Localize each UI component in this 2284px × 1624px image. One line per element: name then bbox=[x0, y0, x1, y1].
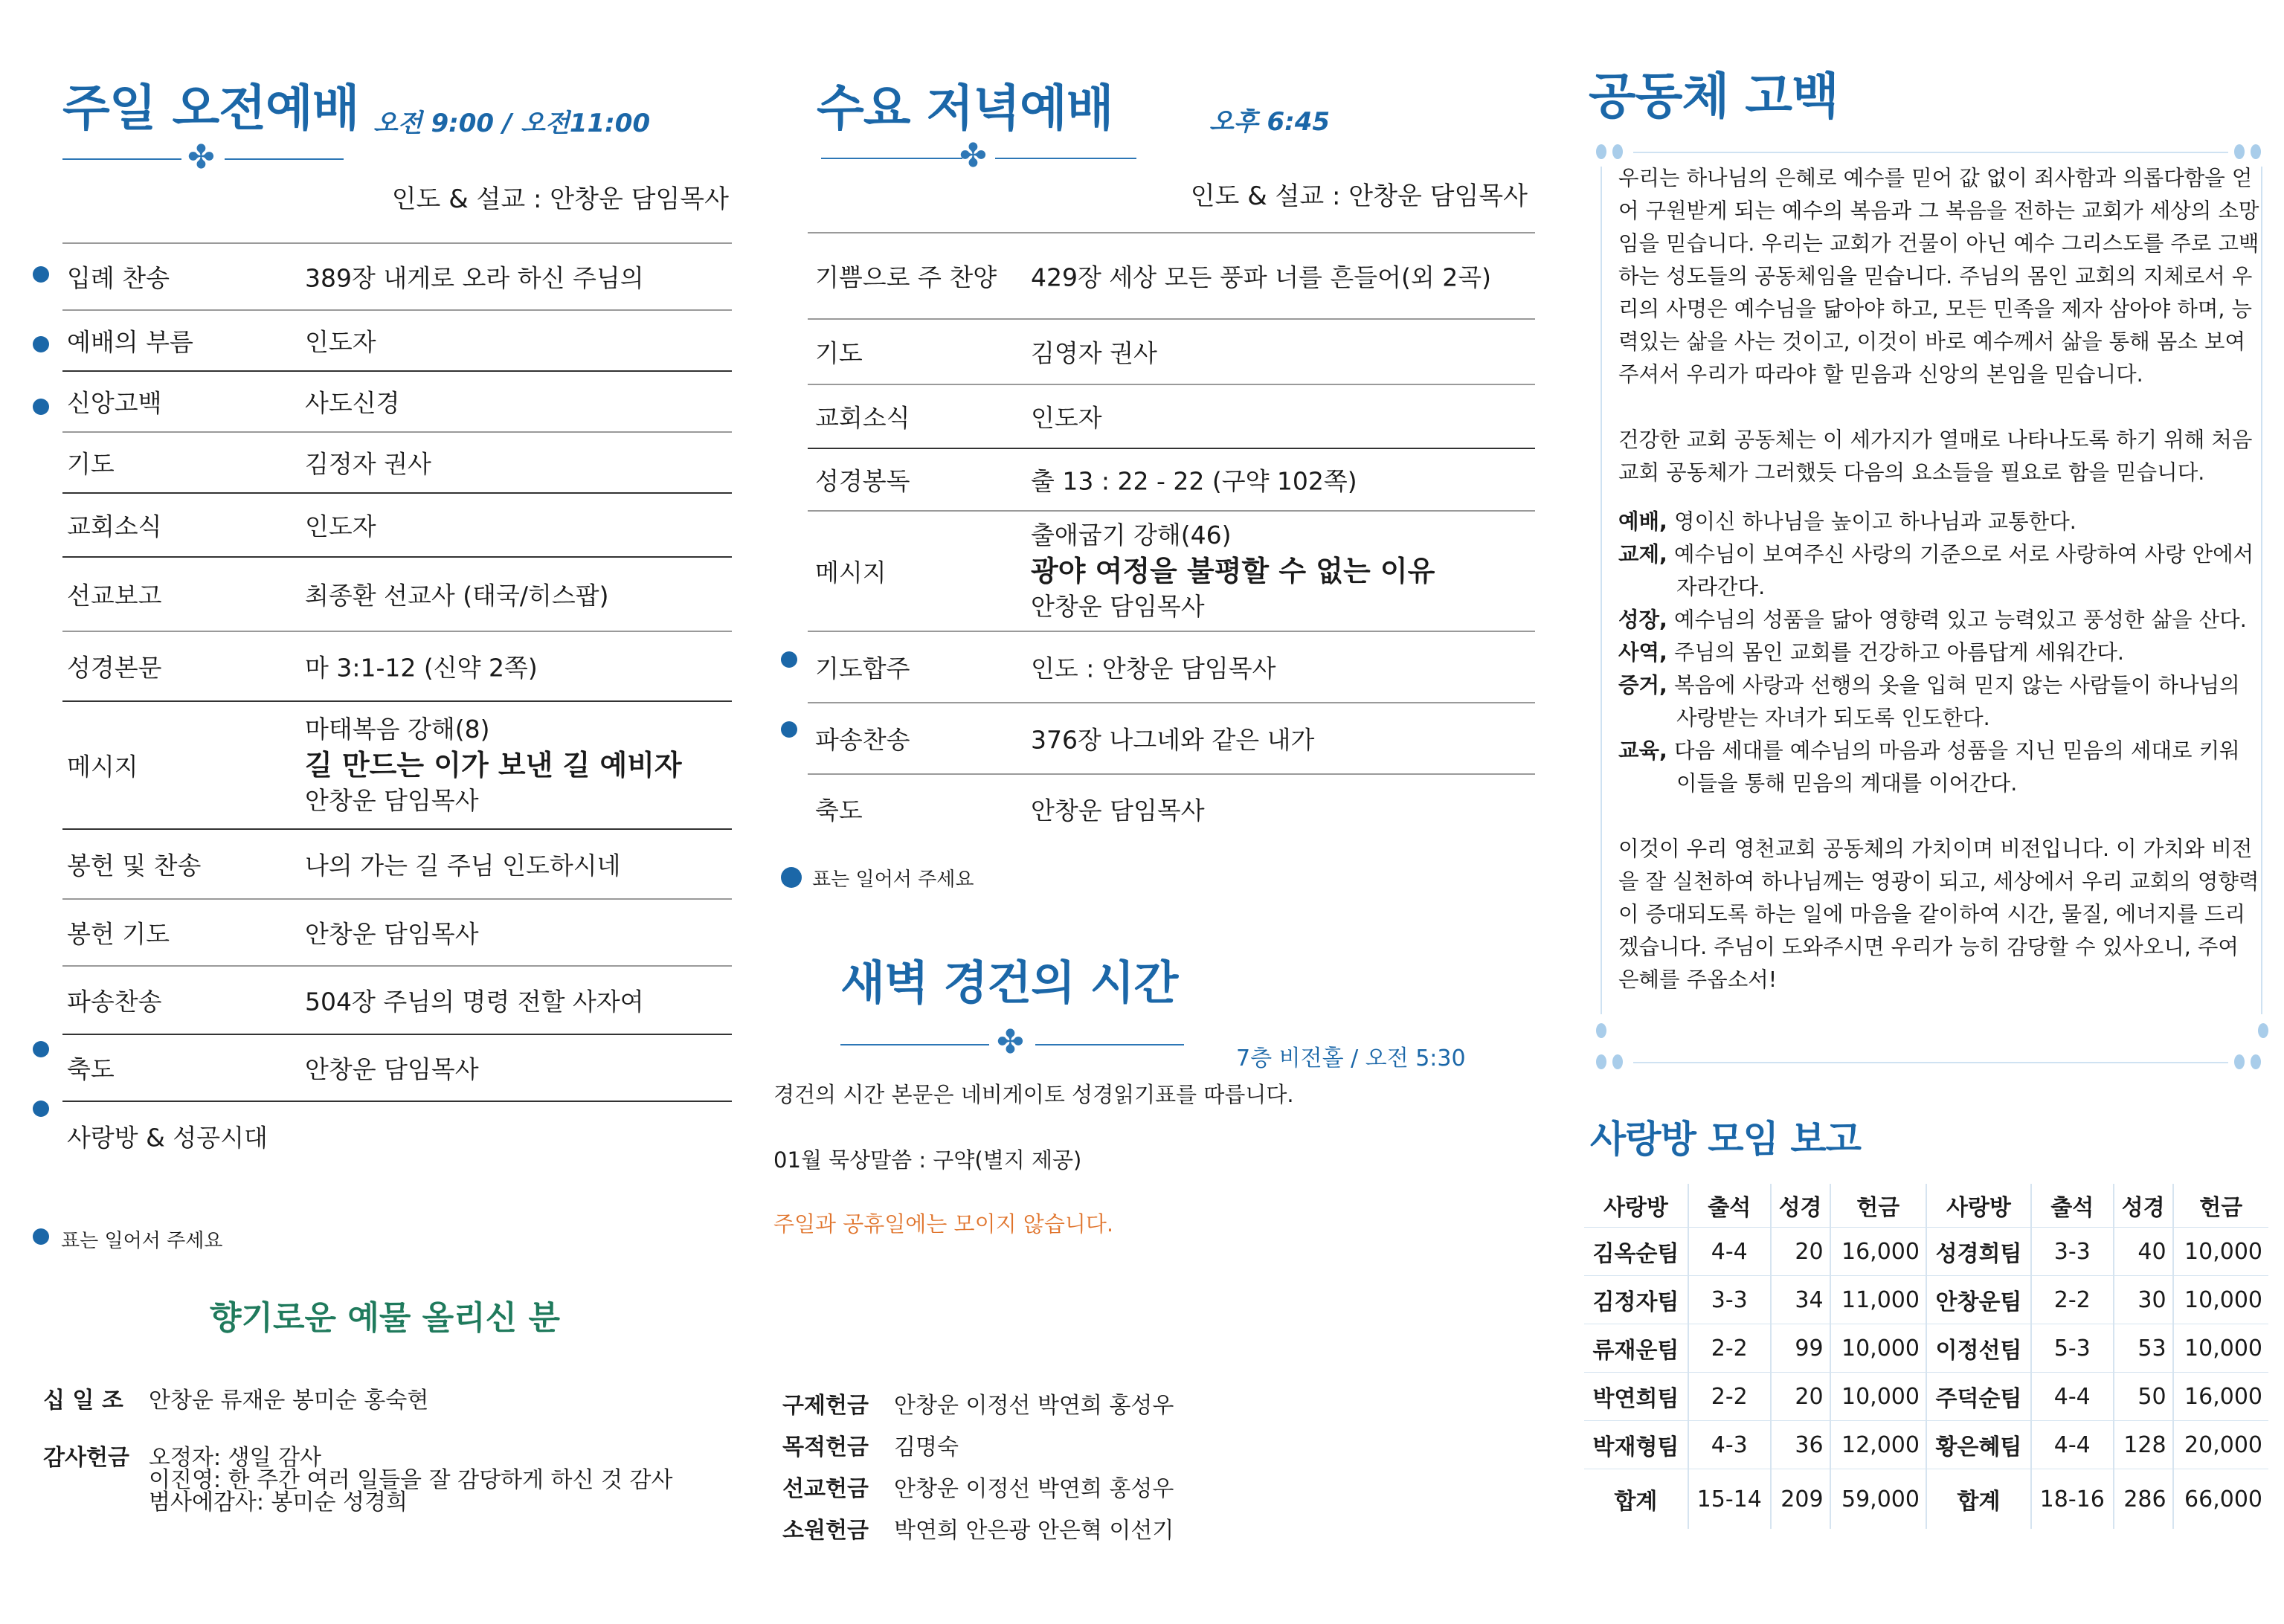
stand-dot-legend bbox=[33, 1228, 49, 1245]
order-row: 예배의 부름 인도자 bbox=[62, 309, 732, 370]
table-row: 김옥순팀 4-4 20 16,000 성경희팀 3-3 40 10,000 bbox=[1584, 1228, 2268, 1276]
order-row: 교회소식 인도자 bbox=[62, 492, 732, 556]
table-row: 박연희팀 2-2 20 10,000 주덕순팀 4-4 50 16,000 bbox=[1584, 1373, 2268, 1421]
offering-row: 선교헌금 안창운 이정선 박연희 홍성우 bbox=[782, 1476, 1174, 1502]
order-row: 축도 안창운 담임목사 bbox=[62, 1034, 732, 1101]
order-row: 기도 김정자 권사 bbox=[62, 431, 732, 492]
sunday-leader: 인도 & 설교 : 안창운 담임목사 bbox=[391, 184, 729, 214]
order-row: 사랑방 & 성공시대 bbox=[62, 1101, 732, 1170]
confession-title: 공동체 고백 bbox=[1589, 68, 1839, 125]
stand-dot bbox=[33, 1041, 49, 1057]
confession-p1: 우리는 하나님의 은혜로 예수를 믿어 값 없이 죄사함과 의롭다함을 얻어 구원받게 되는 예수의 복음과 그 복음을 전하는 교회가 세상의 소망임을 믿습니다. 우리는 교회가 건물이 아닌 예수 그리스도를 주로 고백하는 성도들의 공동체임을 믿습니다. 주님의 몸인 교회의 지체로서 우리의 사명은 예수님을 닮아야 하고, 모든 민족을 제자 삼아야 하며, 능력있는 삶을 사는 것이고, 이것이 바로 예수께서 삶을 통해 몸소 보여주셔서 우리가 따라야 할 믿음과 신앙의 본임을 믿습니다. bbox=[1618, 166, 2259, 387]
confession-body bbox=[1618, 162, 2262, 996]
order-row: 기도 김영자 권사 bbox=[808, 318, 1535, 384]
wednesday-stand-note: 표는 일어서 주세요 bbox=[812, 869, 974, 891]
special-offerings bbox=[782, 1392, 1303, 1559]
clover-icon: ✤ bbox=[997, 1023, 1024, 1061]
dawn-line1: 경건의 시간 본문은 네비게이토 성경읽기표를 따릅니다. bbox=[773, 1082, 1294, 1107]
wednesday-leader: 인도 & 설교 : 안창운 담임목사 bbox=[1190, 181, 1528, 211]
confession-item: 교육, 다음 세대를 예수님의 마음과 성품을 지닌 믿음의 세대로 키워 이들을 통해 믿음의 계대를 이어간다. bbox=[1618, 738, 2240, 796]
order-row-message: 메시지 마태복음 강해(8) 길 만드는 이가 보낸 길 예비자 안창운 담임목사 bbox=[62, 700, 732, 828]
offering-title: 향기로운 예물 올리신 분 bbox=[210, 1299, 560, 1337]
order-row: 선교보고 최종환 선교사 (태국/히스팝) bbox=[62, 556, 732, 631]
confession-item: 사역, 주님의 몸인 교회를 건강하고 아름답게 세워간다. bbox=[1618, 640, 2124, 665]
offering-row: 목적헌금 김명숙 bbox=[782, 1434, 959, 1460]
order-row-message: 메시지 출애굽기 강해(46) 광야 여정을 불평할 수 없는 이유 안창운 담임목사 bbox=[808, 510, 1535, 631]
tithe-row: 십 일 조 안창운 류재운 봉미순 홍숙현 bbox=[43, 1388, 429, 1414]
table-total-row: 합계 15-14 209 59,000 합계 18-16 286 66,000 bbox=[1584, 1469, 2268, 1530]
sunday-stand-note: 표는 일어서 주세요 bbox=[61, 1230, 223, 1252]
sermon-title: 길 만드는 이가 보낸 길 예비자 bbox=[305, 749, 682, 782]
stand-dot-legend bbox=[781, 867, 802, 888]
thanks-row: 감사헌금 오정자: 생일 감사 이진영: 한 주간 여러 일들을 잘 감당하게 하신 것 감사 범사에감사: 봉미순 성경희 bbox=[43, 1445, 673, 1515]
table-row: 김정자팀 3-3 34 11,000 안창운팀 2-2 30 10,000 bbox=[1584, 1276, 2268, 1324]
order-row: 봉헌 및 찬송 나의 가는 길 주님 인도하시네 bbox=[62, 828, 732, 898]
clover-icon: ✤ bbox=[959, 137, 987, 175]
wednesday-title: 수요 저녁예배 bbox=[817, 80, 1113, 137]
stand-dot bbox=[781, 651, 797, 668]
clover-icon: ✤ bbox=[187, 138, 215, 176]
stand-dot bbox=[781, 721, 797, 738]
stand-dot bbox=[33, 336, 49, 352]
offering-row: 소원헌금 박연희 안은광 안은혁 이선기 bbox=[782, 1518, 1174, 1544]
confession-item: 성장, 예수님의 성품을 닮아 영향력 있고 능력있고 풍성한 삶을 산다. bbox=[1618, 608, 2247, 632]
order-row: 교회소식 인도자 bbox=[808, 384, 1535, 448]
order-row: 파송찬송 504장 주님의 명령 전할 사자여 bbox=[62, 965, 732, 1034]
confession-p3: 이것이 우리 영천교회 공동체의 가치이며 비전입니다. 이 가치와 비전을 잘 실천하여 하나님께는 영광이 되고, 세상에서 우리 교회의 영향력이 증대되도록 하는 일에 마음을 같이하여 시간, 물질, 에너지를 드리겠습니다. 주님이 도와주시면 우리가 능히 감당할 수 있사오니, 주여 은혜를 주옵소서! bbox=[1618, 837, 2259, 992]
order-row: 입례 찬송 389장 내게로 오라 하신 주님의 bbox=[62, 242, 732, 309]
dawn-title: 새벽 경건의 시간 bbox=[840, 956, 1178, 1010]
stand-dot bbox=[33, 266, 49, 283]
stand-dot bbox=[33, 1101, 49, 1117]
confession-item: 증거, 복음에 사랑과 선행의 옷을 입혀 믿지 않는 사람들이 하나님의 사랑받는 자녀가 되도록 인도한다. bbox=[1618, 673, 2240, 730]
report-header-row: 사랑방 출석 성경 헌금 사랑방 출석 성경 헌금 bbox=[1584, 1184, 2268, 1228]
report-title: 사랑방 모임 보고 bbox=[1590, 1118, 1861, 1161]
sunday-title: 주일 오전예배 bbox=[62, 80, 359, 137]
sunday-order-table bbox=[62, 242, 732, 1170]
dawn-line2: 01월 묵상말씀 : 구약(별지 제공) bbox=[773, 1147, 1082, 1173]
order-row: 성경봉독 출 13 : 22 - 22 (구약 102쪽) bbox=[808, 448, 1535, 510]
dawn-line3: 주일과 공휴일에는 모이지 않습니다. bbox=[773, 1211, 1114, 1237]
wednesday-time: 오후 6:45 bbox=[1209, 107, 1331, 137]
table-row: 류재운팀 2-2 99 10,000 이정선팀 5-3 53 10,000 bbox=[1584, 1324, 2268, 1373]
order-row: 파송찬송 376장 나그네와 같은 내가 bbox=[808, 702, 1535, 773]
confession-item: 교제, 예수님이 보여주신 사랑의 기준으로 서로 사랑하여 사랑 안에서 자라간다. bbox=[1618, 542, 2254, 599]
order-row: 기도합주 인도 : 안창운 담임목사 bbox=[808, 631, 1535, 702]
order-row: 축도 안창운 담임목사 bbox=[808, 773, 1535, 843]
confession-p2: 건강한 교회 공동체는 이 세가지가 열매로 나타나도록 하기 위해 처음 교회 공동체가 그러했듯 다음의 요소들을 필요로 함을 믿습니다. bbox=[1618, 428, 2253, 485]
confession-item: 예배, 영이신 하나님을 높이고 하나님과 교통한다. bbox=[1618, 509, 2076, 534]
wednesday-order-table bbox=[808, 232, 1535, 843]
table-row: 박재형팀 4-3 36 12,000 황은혜팀 4-4 128 20,000 bbox=[1584, 1421, 2268, 1469]
report-table bbox=[1584, 1184, 2268, 1529]
sunday-time: 오전 9:00 / 오전11:00 bbox=[373, 109, 651, 138]
order-row: 성경본문 마 3:1-12 (신약 2쪽) bbox=[62, 631, 732, 700]
sermon-title: 광야 여정을 불평할 수 없는 이유 bbox=[1031, 555, 1435, 587]
stand-dot bbox=[33, 399, 49, 415]
dawn-location: 7층 비전홀 / 오전 5:30 bbox=[1236, 1045, 1466, 1072]
order-row: 기쁨으로 주 찬양 429장 세상 모든 풍파 너를 흔들어(외 2곡) bbox=[808, 232, 1535, 318]
order-row: 신앙고백 사도신경 bbox=[62, 370, 732, 431]
order-row: 봉헌 기도 안창운 담임목사 bbox=[62, 898, 732, 965]
offering-row: 구제헌금 안창운 이정선 박연희 홍성우 bbox=[782, 1393, 1174, 1419]
